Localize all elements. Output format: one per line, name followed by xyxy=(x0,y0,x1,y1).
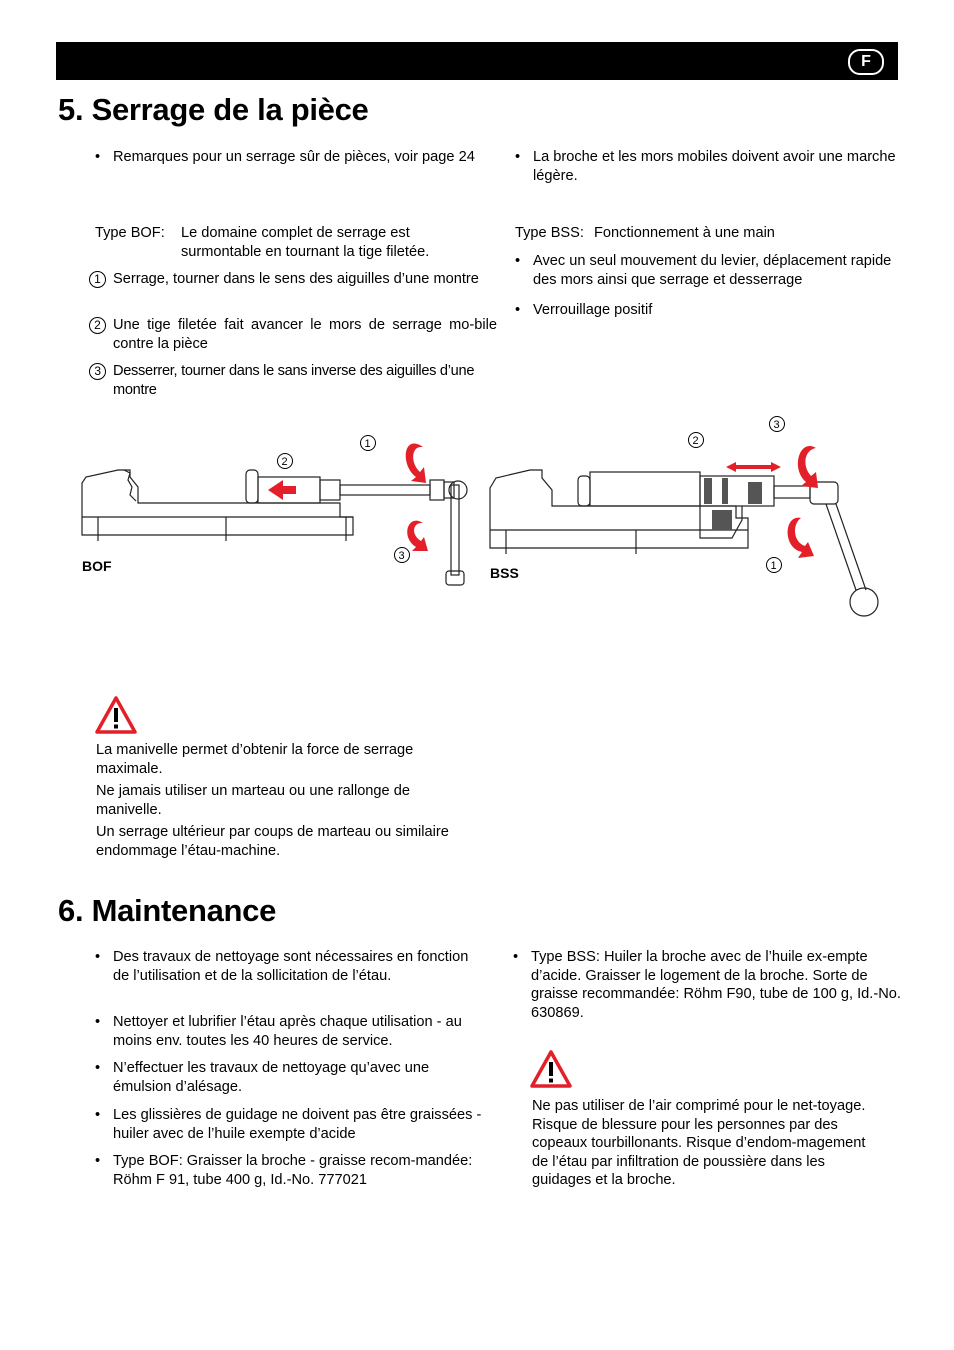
list-item: • N’effectuer les travaux de nettoyage qu’avec une émulsion d’alésage. xyxy=(95,1060,430,1095)
bof-type-block xyxy=(95,224,475,261)
list-item: • Nettoyer et lubrifier l’étau après chaque utilisation - au moins env. toutes les 40 heures de service. xyxy=(95,1014,462,1049)
list-item: • Type BSS: Huiler la broche avec de l’huile ex-empte d’acide. Graisser le logement de la broche. Sorte de graisse recommandée: Röhm F90, tube de 100 g, Id.-No. 630869. xyxy=(513,949,901,1021)
list-item: 3 Desserrer, tourner dans le sans inverse des aiguilles d’une montre xyxy=(89,362,497,399)
language-badge: F xyxy=(848,49,884,75)
list-item: • Les glissières de guidage ne doivent pas être graissées - huiler avec de l’huile exempte d’acide xyxy=(95,1107,482,1142)
bss-type-label: Type BSS: xyxy=(515,225,584,241)
warning-line: Ne jamais utiliser un marteau ou une rallonge de manivelle. xyxy=(96,783,410,818)
warning-line: La manivelle permet d’obtenir la force de serrage maximale. xyxy=(96,742,414,777)
step-number-badge: 2 xyxy=(89,317,106,334)
bss-vise-illustration xyxy=(486,410,896,620)
list-item: • Verrouillage positif xyxy=(515,302,653,318)
list-item: • Avec un seul mouvement du levier, déplacement rapide des mors ainsi que serrage et desserrage xyxy=(515,253,892,288)
bof-vise-illustration xyxy=(78,425,478,595)
warning-text-block: Ne pas utiliser de l’air comprimé pour le net-toyage. Risque de blessure pour les personnes par des copeaux tourbillonants. Risque d’endom-magement de l’étau par infiltration de poussière dans les guidages et la broche. xyxy=(532,1098,866,1189)
figure-label-bss: BSS xyxy=(490,565,519,581)
list-item: 1 Serrage, tourner dans le sens des aiguilles d’une montre xyxy=(89,270,497,289)
warning-triangle-icon xyxy=(95,696,137,734)
list-item: • Des travaux de nettoyage sont nécessaires en fonction de l’utilisation et de la sollicitation de l’étau. xyxy=(95,949,469,984)
callout-2: 2 xyxy=(281,456,288,468)
list-item: • Remarques pour un serrage sûr de pièces, voir page 24 xyxy=(95,149,475,165)
callout-3: 3 xyxy=(773,419,780,431)
bof-type-text: Le domaine complet de serrage est surmontable en tournant la tige filetée. xyxy=(181,225,430,260)
step-number-badge: 1 xyxy=(89,271,106,288)
warning-text-block xyxy=(96,741,466,861)
list-item: • Type BOF: Graisser la broche - graisse recom-mandée: Röhm F 91, tube 400 g, Id.-No. 777021 xyxy=(95,1153,473,1188)
step-number-badge: 3 xyxy=(89,363,106,380)
callout-1: 1 xyxy=(770,560,777,572)
bss-type-text: Fonctionnement à une main xyxy=(594,225,775,241)
bss-type-block xyxy=(515,224,885,243)
callout-2: 2 xyxy=(692,435,699,447)
figure-label-bof: BOF xyxy=(82,558,112,574)
callout-1: 1 xyxy=(364,438,371,450)
warning-line: Un serrage ultérieur par coups de marteau ou similaire endommage l’étau-machine. xyxy=(96,824,449,859)
list-item: 2 Une tige filetée fait avancer le mors de serrage mo-bile contre la pièce xyxy=(89,316,497,353)
bof-type-label: Type BOF: xyxy=(95,225,165,241)
section-title-maintenance: 6. Maintenance xyxy=(58,893,277,928)
warning-triangle-icon xyxy=(530,1050,572,1088)
callout-3: 3 xyxy=(398,550,405,562)
header-bar xyxy=(56,42,898,80)
section-title-clamping: 5. Serrage de la pièce xyxy=(58,92,369,127)
list-item: • La broche et les mors mobiles doivent avoir une marche légère. xyxy=(515,149,896,184)
